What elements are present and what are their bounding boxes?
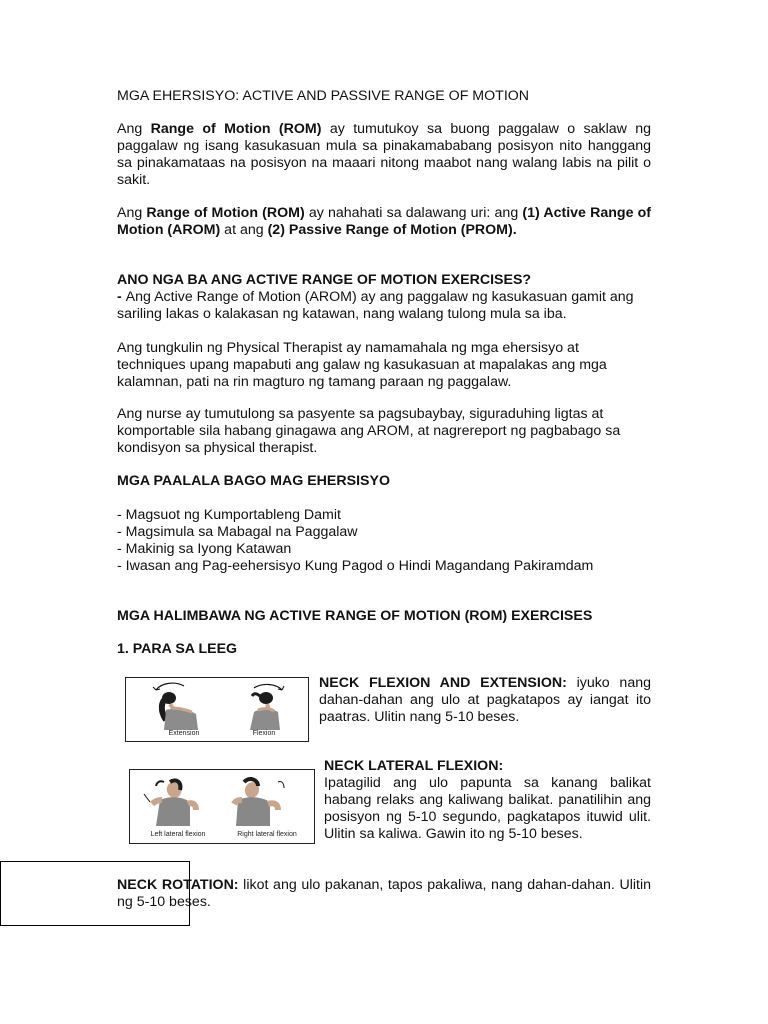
intro-rom-types — [117, 205, 651, 239]
intro2-bold1: Range of Motion (ROM) — [146, 205, 305, 221]
reminders-list — [117, 507, 651, 575]
neck-rotation-body: likot ang ulo pakanan, tapos pakaliwa, nang dahan-dahan. Ulitin ng 5-10 beses. — [117, 877, 651, 910]
empty-text-box — [0, 861, 190, 926]
reminder-item: - Makinig sa Iyong Katawan — [117, 541, 292, 557]
reminder-item: - Magsimula sa Mabagal na Paggalaw — [117, 524, 358, 540]
intro2-pre: Ang — [117, 205, 147, 221]
arom-heading: ANO NGA BA ANG ACTIVE RANGE OF MOTION EXERCISES? — [117, 272, 532, 288]
neck-lateral-title: NECK LATERAL FLEXION: — [324, 758, 504, 774]
reminder-item: - Magsuot ng Kumportableng Damit — [117, 507, 341, 523]
neck-rotation-text — [117, 877, 651, 911]
examples-heading: MGA HALIMBAWA NG ACTIVE RANGE OF MOTION (ROM) EXERCISES — [117, 608, 593, 624]
intro2-mid1: ay nahahati sa dalawang uri: ang — [304, 205, 523, 221]
figure-label-left-lateral: Left lateral flexion — [150, 831, 206, 838]
figure-label-flexion: Flexion — [252, 730, 276, 737]
neck-lateral-text: Ipatagilid ang ulo papunta sa kanang balikat habang relaks ang kaliwang balikat. panatilihin ang posisyon ng 5-10 segundo, pagkatapos ituwid ulit. Ulitin sa kaliwa. Gawin ito ng 5-10 beses. — [324, 775, 651, 842]
neck-flexion-text — [319, 675, 651, 726]
page-title: MGA EHERSISYO: ACTIVE AND PASSIVE RANGE OF MOTION — [117, 88, 530, 104]
reminder-item: - Iwasan ang Pag-eehersisyo Kung Pagod o Hindi Magandang Pakiramdam — [117, 558, 594, 574]
arom-definition — [117, 289, 651, 323]
neck-subheading: 1. PARA SA LEEG — [117, 641, 238, 657]
intro1-pre: Ang — [117, 121, 151, 137]
neck-flexion-extension-figure — [125, 677, 309, 742]
intro2-bold3: (2) Passive Range of Motion (PROM). — [267, 222, 517, 238]
intro1-post: ay tumutukoy sa buong paggalaw o saklaw ng paggalaw ng isang kasukasuan mula sa pinakamababang posisyon nito hanggang sa pinakamataas na posisyon na maaari nitong maabot nang walang labis na pilit o sakit. — [117, 121, 652, 188]
neck-flexion-body: iyuko nang dahan-dahan ang ulo at pagkatapos ay iangat ito paatras. Ulitin nang 5-10 beses. — [319, 675, 651, 725]
arom-definition-text: Ang Active Range of Motion (AROM) ay ang paggalaw ng kasukasuan gamit ang sariling lakas o kalakasan ng katawan, nang walang tulong mula sa iba. — [117, 289, 634, 322]
figure-label-right-lateral: Right lateral flexion — [237, 831, 297, 838]
intro1-bold: Range of Motion (ROM) — [150, 121, 322, 137]
figure-label-extension: Extension — [168, 730, 200, 737]
neck-rotation-title: NECK ROTATION: — [117, 877, 239, 893]
intro2-mid2: at ang — [220, 222, 268, 238]
neck-flexion-title: NECK FLEXION AND EXTENSION: — [319, 675, 567, 691]
reminders-heading: MGA PAALALA BAGO MAG EHERSISYO — [117, 473, 390, 489]
arom-dash: - — [117, 289, 126, 305]
intro-rom-definition — [117, 121, 651, 189]
nurse-paragraph: Ang nurse ay tumutulong sa pasyente sa pagsubaybay, siguraduhing ligtas at komportable sila habang ginagawa ang AROM, at nagrereport ng pagbabago sa kondisyon sa physical therapist. — [117, 406, 621, 456]
therapist-paragraph: Ang tungkulin ng Physical Therapist ay namamahala ng mga ehersisyo at techniques upang mapabuti ang galaw ng kasukasuan at mapalakas ang mga kalamnan, pati na rin magturo ng tamang paraan ng paggalaw. — [117, 340, 607, 390]
neck-lateral-flexion-figure — [129, 769, 315, 844]
intro2-bold2: (1) Active Range of Motion (AROM) — [117, 205, 652, 238]
